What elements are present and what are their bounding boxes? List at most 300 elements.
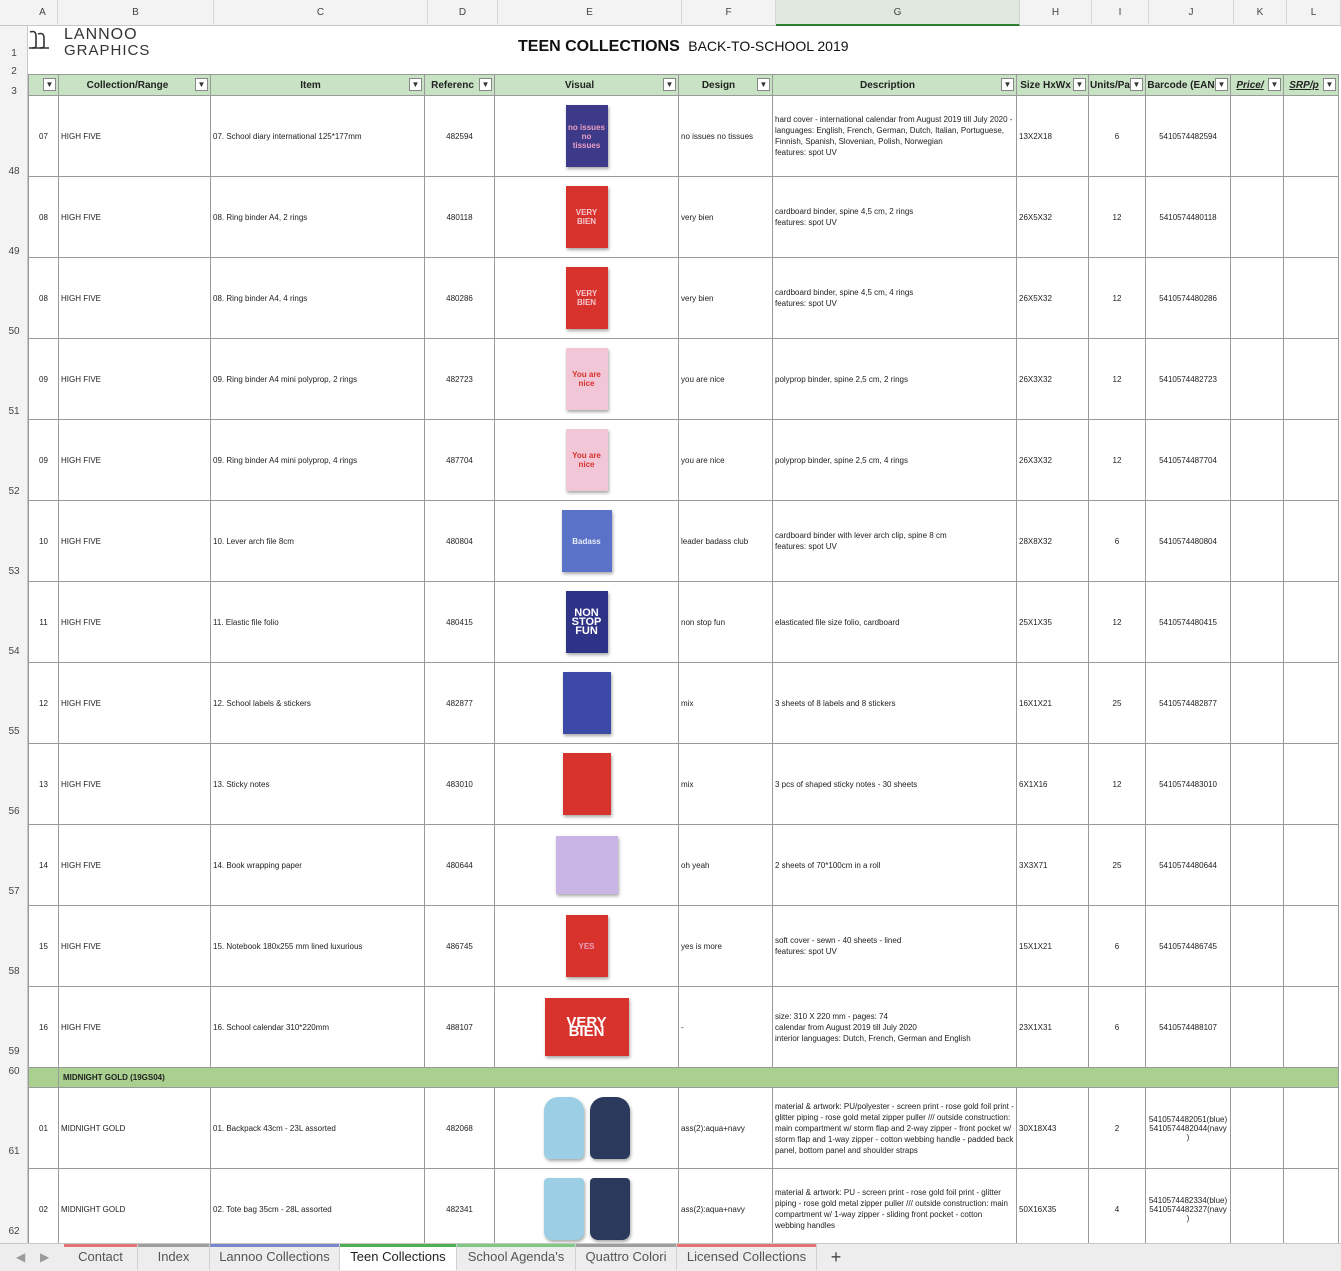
reference-cell[interactable]: 480118 xyxy=(425,177,495,258)
description-cell[interactable]: 3 pcs of shaped sticky notes - 30 sheets xyxy=(773,744,1017,825)
barcode-cell[interactable]: 5410574482594 xyxy=(1146,96,1231,177)
product-image: VERY BIEN xyxy=(566,267,608,329)
design-cell[interactable]: you are nice xyxy=(679,420,773,501)
table-row xyxy=(29,258,1339,339)
column-header-j[interactable]: J xyxy=(1149,0,1234,26)
column-header-a[interactable]: A xyxy=(28,0,58,26)
reference-cell[interactable]: 480804 xyxy=(425,501,495,582)
reference-cell[interactable]: 487704 xyxy=(425,420,495,501)
barcode-cell[interactable]: 5410574486745 xyxy=(1146,906,1231,987)
row-number[interactable]: 50 xyxy=(8,326,20,337)
header-label: Price/ xyxy=(1236,79,1264,91)
tab-lannoo-collections[interactable] xyxy=(210,1244,340,1270)
units-cell[interactable]: 25 xyxy=(1089,825,1146,906)
item-cell[interactable]: 16. School calendar 310*220mm xyxy=(211,987,425,1068)
description-cell[interactable]: size: 310 X 220 mm - pages: 74 calendar from August 2019 till July 2020 interior languages: Dutch, French, German and English xyxy=(773,987,1017,1068)
description-cell[interactable]: material & artwork: PU - screen print - rose gold foil print - glitter piping - rose gold metal zipper puller /// outside construction: main compartment w/ 1-way zipper - sliding front pocket - cotton webbing handles xyxy=(773,1169,1017,1250)
design-cell[interactable]: non stop fun xyxy=(679,582,773,663)
visual-cell[interactable] xyxy=(495,501,679,582)
price-cell[interactable] xyxy=(1231,177,1284,258)
visual-cell[interactable] xyxy=(495,339,679,420)
design-cell[interactable]: leader badass club xyxy=(679,501,773,582)
size-cell[interactable]: 6X1X16 xyxy=(1017,744,1089,825)
reference-cell[interactable]: 488107 xyxy=(425,987,495,1068)
product-visual xyxy=(497,340,676,418)
brand-line1: LANNOO xyxy=(64,26,138,43)
design-cell[interactable]: very bien xyxy=(679,258,773,339)
row-number[interactable]: 55 xyxy=(8,726,20,737)
product-image xyxy=(563,753,611,815)
table-row xyxy=(29,501,1339,582)
table-row xyxy=(29,744,1339,825)
price-cell[interactable] xyxy=(1231,1169,1284,1250)
design-cell[interactable]: oh yeah xyxy=(679,825,773,906)
column-header-l[interactable]: L xyxy=(1287,0,1341,26)
item-number-cell[interactable]: 12 xyxy=(29,663,59,744)
description-cell[interactable]: polyprop binder, spine 2,5 cm, 2 rings xyxy=(773,339,1017,420)
column-filter-header[interactable] xyxy=(425,75,495,96)
item-cell[interactable]: 15. Notebook 180x255 mm lined luxurious xyxy=(211,906,425,987)
product-image: Badass xyxy=(562,510,612,572)
item-cell[interactable]: 08. Ring binder A4, 2 rings xyxy=(211,177,425,258)
barcode-cell[interactable]: 5410574483010 xyxy=(1146,744,1231,825)
column-filter-header[interactable] xyxy=(1146,75,1231,96)
price-cell[interactable] xyxy=(1231,987,1284,1068)
srp-cell[interactable] xyxy=(1284,420,1339,501)
product-image: no issues no tissues xyxy=(566,105,608,167)
visual-cell[interactable] xyxy=(495,177,679,258)
product-image: You are nice xyxy=(566,348,608,410)
reference-cell[interactable]: 482594 xyxy=(425,96,495,177)
product-visual xyxy=(497,826,676,904)
column-header-c[interactable]: C xyxy=(214,0,428,26)
item-number-cell[interactable]: 11 xyxy=(29,582,59,663)
header-label: SRP/p xyxy=(1289,79,1319,91)
size-cell[interactable]: 3X3X71 xyxy=(1017,825,1089,906)
row-number[interactable]: 54 xyxy=(8,646,20,657)
price-cell[interactable] xyxy=(1231,258,1284,339)
srp-cell[interactable] xyxy=(1284,258,1339,339)
header-label: Collection/Range xyxy=(86,79,169,91)
reference-cell[interactable]: 486745 xyxy=(425,906,495,987)
column-filter-header[interactable] xyxy=(59,75,211,96)
tab-label: Licensed Collections xyxy=(686,1249,807,1264)
price-cell[interactable] xyxy=(1231,744,1284,825)
column-header-f[interactable]: F xyxy=(682,0,776,26)
column-header-i[interactable]: I xyxy=(1092,0,1149,26)
table-row xyxy=(29,339,1339,420)
product-visual xyxy=(497,745,676,823)
price-cell[interactable] xyxy=(1231,420,1284,501)
item-cell[interactable]: 12. School labels & stickers xyxy=(211,663,425,744)
item-number-cell[interactable]: 10 xyxy=(29,501,59,582)
description-cell[interactable]: cardboard binder with lever arch clip, spine 8 cm features: spot UV xyxy=(773,501,1017,582)
description-cell[interactable]: material & artwork: PU/polyester - screen print - rose gold foil print - glitter piping - rose gold metal zipper puller /// outside construction: main compartment w/ storm flap and 2-way zipper - front pocket w/ storm flap and 1-way zipper - cotton webbing handle - padded back panel, bottom panel and shoulder straps xyxy=(773,1088,1017,1169)
product-table xyxy=(28,74,1339,1250)
item-number-cell[interactable]: 02 xyxy=(29,1169,59,1250)
srp-cell[interactable] xyxy=(1284,1169,1339,1250)
description-cell[interactable]: cardboard binder, spine 4,5 cm, 2 rings features: spot UV xyxy=(773,177,1017,258)
tab-quattro-colori[interactable] xyxy=(576,1244,677,1270)
table-row xyxy=(29,825,1339,906)
section-cell[interactable] xyxy=(29,1068,59,1088)
barcode-cell[interactable]: 5410574482334(blue) 5410574482327(navy ) xyxy=(1146,1169,1231,1250)
header-label: Barcode (EAN xyxy=(1147,79,1215,91)
row-number[interactable]: 61 xyxy=(8,1146,20,1157)
item-cell[interactable]: 01. Backpack 43cm - 23L assorted xyxy=(211,1088,425,1169)
item-number-cell[interactable]: 15 xyxy=(29,906,59,987)
reference-cell[interactable]: 483010 xyxy=(425,744,495,825)
add-sheet-button[interactable]: + xyxy=(830,1247,842,1267)
design-cell[interactable]: ass(2):aqua+navy xyxy=(679,1088,773,1169)
table-row xyxy=(29,96,1339,177)
barcode-cell[interactable]: 5410574487704 xyxy=(1146,420,1231,501)
column-header-e[interactable]: E xyxy=(498,0,682,26)
size-cell[interactable]: 23X1X31 xyxy=(1017,987,1089,1068)
barcode-cell[interactable]: 5410574482051(blue) 5410574482044(navy ) xyxy=(1146,1088,1231,1169)
column-header-d[interactable]: D xyxy=(428,0,498,26)
column-filter-header[interactable] xyxy=(773,75,1017,96)
row-number[interactable]: 58 xyxy=(8,966,20,977)
size-cell[interactable]: 25X1X35 xyxy=(1017,582,1089,663)
reference-cell[interactable]: 482341 xyxy=(425,1169,495,1250)
visual-cell[interactable] xyxy=(495,987,679,1068)
srp-cell[interactable] xyxy=(1284,663,1339,744)
table-row xyxy=(29,177,1339,258)
column-filter-header[interactable] xyxy=(211,75,425,96)
filter-dropdown-icon[interactable]: ▼ xyxy=(757,78,770,91)
table-row xyxy=(29,582,1339,663)
lannoo-logo-icon xyxy=(28,28,50,50)
price-cell[interactable] xyxy=(1231,501,1284,582)
product-visual xyxy=(497,988,676,1066)
item-cell[interactable]: 11. Elastic file folio xyxy=(211,582,425,663)
collection-cell[interactable]: HIGH FIVE xyxy=(59,501,211,582)
tab-licensed-collections[interactable] xyxy=(677,1244,817,1270)
units-cell[interactable]: 12 xyxy=(1089,420,1146,501)
units-cell[interactable]: 25 xyxy=(1089,663,1146,744)
item-number-cell[interactable]: 14 xyxy=(29,825,59,906)
collection-cell[interactable]: MIDNIGHT GOLD xyxy=(59,1169,211,1250)
price-cell[interactable] xyxy=(1231,339,1284,420)
row-number[interactable]: 48 xyxy=(8,166,20,177)
lannoo-graphics-logo xyxy=(28,24,208,58)
filter-dropdown-icon[interactable]: ▼ xyxy=(479,78,492,91)
units-cell[interactable]: 12 xyxy=(1089,258,1146,339)
units-cell[interactable]: 12 xyxy=(1089,177,1146,258)
item-number-cell[interactable]: 16 xyxy=(29,987,59,1068)
units-cell[interactable]: 6 xyxy=(1089,906,1146,987)
visual-cell[interactable] xyxy=(495,1169,679,1250)
item-cell[interactable]: 09. Ring binder A4 mini polyprop, 4 rings xyxy=(211,420,425,501)
price-cell[interactable] xyxy=(1231,1088,1284,1169)
design-cell[interactable]: yes is more xyxy=(679,906,773,987)
size-cell[interactable]: 26X5X32 xyxy=(1017,177,1089,258)
tab-color-bar xyxy=(457,1244,575,1247)
row-number[interactable]: 52 xyxy=(8,486,20,497)
collection-cell[interactable]: HIGH FIVE xyxy=(59,825,211,906)
next-sheet-icon[interactable]: ▶ xyxy=(40,1250,50,1264)
table-header-row xyxy=(29,75,1339,96)
product-visual xyxy=(497,907,676,985)
item-cell[interactable]: 14. Book wrapping paper xyxy=(211,825,425,906)
tote-bag-image xyxy=(544,1178,584,1240)
price-cell[interactable] xyxy=(1231,663,1284,744)
design-cell[interactable]: you are nice xyxy=(679,339,773,420)
description-cell[interactable]: cardboard binder, spine 4,5 cm, 4 rings features: spot UV xyxy=(773,258,1017,339)
product-image: VERY BIEN xyxy=(566,186,608,248)
column-filter-header[interactable] xyxy=(1089,75,1146,96)
row-number[interactable]: 53 xyxy=(8,566,20,577)
collection-cell[interactable]: HIGH FIVE xyxy=(59,177,211,258)
header-label: Description xyxy=(859,79,915,91)
item-cell[interactable]: 10. Lever arch file 8cm xyxy=(211,501,425,582)
units-cell[interactable]: 2 xyxy=(1089,1088,1146,1169)
filter-dropdown-icon[interactable]: ▼ xyxy=(195,78,208,91)
tab-color-bar xyxy=(210,1244,339,1247)
item-cell[interactable]: 02. Tote bag 35cm - 28L assorted xyxy=(211,1169,425,1250)
product-visual xyxy=(497,178,676,256)
header-label: Item xyxy=(300,79,321,91)
product-image: VERY BIEN xyxy=(545,998,629,1056)
barcode-cell[interactable]: 5410574480644 xyxy=(1146,825,1231,906)
barcode-cell[interactable]: 5410574488107 xyxy=(1146,987,1231,1068)
item-number-cell[interactable]: 09 xyxy=(29,339,59,420)
visual-cell[interactable] xyxy=(495,663,679,744)
tab-label: Teen Collections xyxy=(350,1249,446,1264)
backpack-image xyxy=(544,1097,584,1159)
column-header-g[interactable]: G xyxy=(776,0,1020,26)
visual-cell[interactable] xyxy=(495,582,679,663)
design-cell[interactable]: no issues no tissues xyxy=(679,96,773,177)
title-main: TEEN COLLECTIONS xyxy=(518,38,680,55)
column-header-k[interactable]: K xyxy=(1234,0,1287,26)
column-filter-header[interactable] xyxy=(1017,75,1089,96)
header-label: Size HxWx xyxy=(1020,79,1071,91)
row-number[interactable]: 51 xyxy=(8,406,20,417)
sheet-tab-bar xyxy=(0,1243,1341,1271)
visual-cell[interactable] xyxy=(495,96,679,177)
item-number-cell[interactable]: 08 xyxy=(29,258,59,339)
design-cell[interactable]: very bien xyxy=(679,177,773,258)
item-cell[interactable]: 13. Sticky notes xyxy=(211,744,425,825)
collection-cell[interactable]: HIGH FIVE xyxy=(59,258,211,339)
collection-cell[interactable]: HIGH FIVE xyxy=(59,663,211,744)
barcode-cell[interactable]: 5410574480804 xyxy=(1146,501,1231,582)
product-visual xyxy=(497,421,676,499)
row-number[interactable]: 2 xyxy=(11,66,17,77)
design-cell[interactable]: mix xyxy=(679,663,773,744)
reference-cell[interactable]: 480286 xyxy=(425,258,495,339)
description-cell[interactable]: 2 sheets of 70*100cm in a roll xyxy=(773,825,1017,906)
filter-dropdown-icon[interactable]: ▼ xyxy=(1130,78,1143,91)
design-cell[interactable]: ass(2):aqua+navy xyxy=(679,1169,773,1250)
visual-cell[interactable] xyxy=(495,420,679,501)
table-row xyxy=(29,1088,1339,1169)
product-image xyxy=(563,672,611,734)
srp-cell[interactable] xyxy=(1284,825,1339,906)
row-number[interactable]: 59 xyxy=(8,1046,20,1057)
size-cell[interactable]: 13X2X18 xyxy=(1017,96,1089,177)
product-visual xyxy=(497,664,676,742)
units-cell[interactable]: 6 xyxy=(1089,501,1146,582)
item-number-cell[interactable]: 01 xyxy=(29,1088,59,1169)
collection-cell[interactable]: MIDNIGHT GOLD xyxy=(59,1088,211,1169)
column-header-b[interactable]: B xyxy=(58,0,214,26)
srp-cell[interactable] xyxy=(1284,177,1339,258)
collection-cell[interactable]: HIGH FIVE xyxy=(59,339,211,420)
filter-dropdown-icon[interactable]: ▼ xyxy=(1268,78,1281,91)
tab-label: Index xyxy=(157,1249,190,1264)
row-number[interactable]: 57 xyxy=(8,886,20,897)
units-cell[interactable]: 6 xyxy=(1089,96,1146,177)
barcode-cell[interactable]: 5410574480286 xyxy=(1146,258,1231,339)
units-cell[interactable]: 4 xyxy=(1089,1169,1146,1250)
size-cell[interactable]: 26X3X32 xyxy=(1017,420,1089,501)
table-row xyxy=(29,906,1339,987)
tab-label: School Agenda's xyxy=(467,1249,565,1264)
row-number[interactable]: 3 xyxy=(11,86,17,97)
header-label: Units/Pa xyxy=(1089,79,1130,91)
size-cell[interactable]: 50X16X35 xyxy=(1017,1169,1089,1250)
product-visual xyxy=(497,1089,676,1167)
description-cell[interactable]: polyprop binder, spine 2,5 cm, 4 rings xyxy=(773,420,1017,501)
collection-cell[interactable]: HIGH FIVE xyxy=(59,744,211,825)
design-cell[interactable]: - xyxy=(679,987,773,1068)
tab-school-agenda-s[interactable] xyxy=(457,1244,576,1270)
item-number-cell[interactable]: 13 xyxy=(29,744,59,825)
backpack-image xyxy=(590,1097,630,1159)
filter-dropdown-icon[interactable]: ▼ xyxy=(1073,78,1086,91)
units-cell[interactable]: 12 xyxy=(1089,339,1146,420)
reference-cell[interactable]: 482723 xyxy=(425,339,495,420)
filter-dropdown-icon[interactable]: ▼ xyxy=(1323,78,1336,91)
size-cell[interactable]: 28X8X32 xyxy=(1017,501,1089,582)
tab-index[interactable] xyxy=(138,1244,210,1270)
column-filter-header[interactable] xyxy=(495,75,679,96)
column-header-bar xyxy=(0,0,1341,26)
srp-cell[interactable] xyxy=(1284,1088,1339,1169)
srp-cell[interactable] xyxy=(1284,744,1339,825)
srp-cell[interactable] xyxy=(1284,96,1339,177)
size-cell[interactable]: 16X1X21 xyxy=(1017,663,1089,744)
column-filter-header[interactable] xyxy=(1231,75,1284,96)
product-image: NON STOP FUN xyxy=(566,591,608,653)
size-cell[interactable]: 15X1X21 xyxy=(1017,906,1089,987)
price-cell[interactable] xyxy=(1231,906,1284,987)
item-cell[interactable]: 09. Ring binder A4 mini polyprop, 2 rings xyxy=(211,339,425,420)
srp-cell[interactable] xyxy=(1284,906,1339,987)
header-label: Visual xyxy=(564,79,595,91)
units-cell[interactable]: 6 xyxy=(1089,987,1146,1068)
row-number[interactable]: 62 xyxy=(8,1226,20,1237)
srp-cell[interactable] xyxy=(1284,987,1339,1068)
barcode-cell[interactable]: 5410574480118 xyxy=(1146,177,1231,258)
section-row xyxy=(29,1068,1339,1088)
filter-dropdown-icon[interactable]: ▼ xyxy=(409,78,422,91)
collection-cell[interactable]: HIGH FIVE xyxy=(59,987,211,1068)
row-number[interactable]: 1 xyxy=(11,48,17,59)
table-row xyxy=(29,1169,1339,1250)
item-number-cell[interactable]: 09 xyxy=(29,420,59,501)
collection-cell[interactable]: HIGH FIVE xyxy=(59,582,211,663)
row-number[interactable]: 56 xyxy=(8,806,20,817)
filter-dropdown-icon[interactable]: ▼ xyxy=(663,78,676,91)
product-visual xyxy=(497,583,676,661)
collection-cell[interactable]: HIGH FIVE xyxy=(59,420,211,501)
srp-cell[interactable] xyxy=(1284,582,1339,663)
price-cell[interactable] xyxy=(1231,825,1284,906)
item-cell[interactable]: 08. Ring binder A4, 4 rings xyxy=(211,258,425,339)
filter-dropdown-icon[interactable]: ▼ xyxy=(43,78,56,91)
description-cell[interactable]: soft cover - sewn - 40 sheets - lined features: spot UV xyxy=(773,906,1017,987)
brand-line2: GRAPHICS xyxy=(64,42,151,59)
product-visual xyxy=(497,97,676,175)
barcode-cell[interactable]: 5410574482877 xyxy=(1146,663,1231,744)
column-filter-header[interactable] xyxy=(1284,75,1339,96)
srp-cell[interactable] xyxy=(1284,501,1339,582)
table-row xyxy=(29,987,1339,1068)
description-cell[interactable]: 3 sheets of 8 labels and 8 stickers xyxy=(773,663,1017,744)
description-cell[interactable]: elasticated file size folio, cardboard xyxy=(773,582,1017,663)
price-cell[interactable] xyxy=(1231,96,1284,177)
visual-cell[interactable] xyxy=(495,906,679,987)
price-cell[interactable] xyxy=(1231,582,1284,663)
item-number-cell[interactable]: 07 xyxy=(29,96,59,177)
row-number[interactable]: 60 xyxy=(8,1066,20,1077)
reference-cell[interactable]: 482068 xyxy=(425,1088,495,1169)
prev-sheet-icon[interactable]: ◀ xyxy=(16,1250,26,1264)
filter-dropdown-icon[interactable]: ▼ xyxy=(1001,78,1014,91)
title-sub: BACK-TO-SCHOOL 2019 xyxy=(688,38,849,54)
visual-cell[interactable] xyxy=(495,744,679,825)
size-cell[interactable]: 30X18X43 xyxy=(1017,1088,1089,1169)
description-cell[interactable]: hard cover - international calendar from August 2019 till July 2020 - languages: English, French, German, Dutch, Italian, Portuguese, Finnish, Spanish, Slovenian, Polish, Norwegian features: spot UV xyxy=(773,96,1017,177)
item-number-cell[interactable]: 08 xyxy=(29,177,59,258)
barcode-cell[interactable]: 5410574480415 xyxy=(1146,582,1231,663)
srp-cell[interactable] xyxy=(1284,339,1339,420)
reference-cell[interactable]: 480644 xyxy=(425,825,495,906)
product-image: You are nice xyxy=(566,429,608,491)
units-cell[interactable]: 12 xyxy=(1089,582,1146,663)
column-filter-header[interactable] xyxy=(679,75,773,96)
column-header-h[interactable]: H xyxy=(1020,0,1092,26)
collection-cell[interactable]: HIGH FIVE xyxy=(59,96,211,177)
item-cell[interactable]: 07. School diary international 125*177mm xyxy=(211,96,425,177)
collection-cell[interactable]: HIGH FIVE xyxy=(59,906,211,987)
visual-cell[interactable] xyxy=(495,825,679,906)
visual-cell[interactable] xyxy=(495,1088,679,1169)
reference-cell[interactable]: 482877 xyxy=(425,663,495,744)
tab-color-bar xyxy=(138,1244,209,1247)
barcode-cell[interactable]: 5410574482723 xyxy=(1146,339,1231,420)
tab-label: Lannoo Collections xyxy=(219,1249,330,1264)
tab-contact[interactable] xyxy=(64,1244,138,1270)
section-label[interactable]: MIDNIGHT GOLD (19GS04) xyxy=(59,1068,1339,1088)
design-cell[interactable]: mix xyxy=(679,744,773,825)
header-label: Referenc xyxy=(431,79,474,91)
tab-teen-collections[interactable] xyxy=(340,1244,457,1270)
units-cell[interactable]: 12 xyxy=(1089,744,1146,825)
tab-color-bar xyxy=(576,1244,676,1247)
row-number[interactable]: 49 xyxy=(8,246,20,257)
size-cell[interactable]: 26X5X32 xyxy=(1017,258,1089,339)
filter-dropdown-icon[interactable]: ▼ xyxy=(1215,78,1228,91)
reference-cell[interactable]: 480415 xyxy=(425,582,495,663)
column-filter-header[interactable] xyxy=(29,75,59,96)
size-cell[interactable]: 26X3X32 xyxy=(1017,339,1089,420)
visual-cell[interactable] xyxy=(495,258,679,339)
